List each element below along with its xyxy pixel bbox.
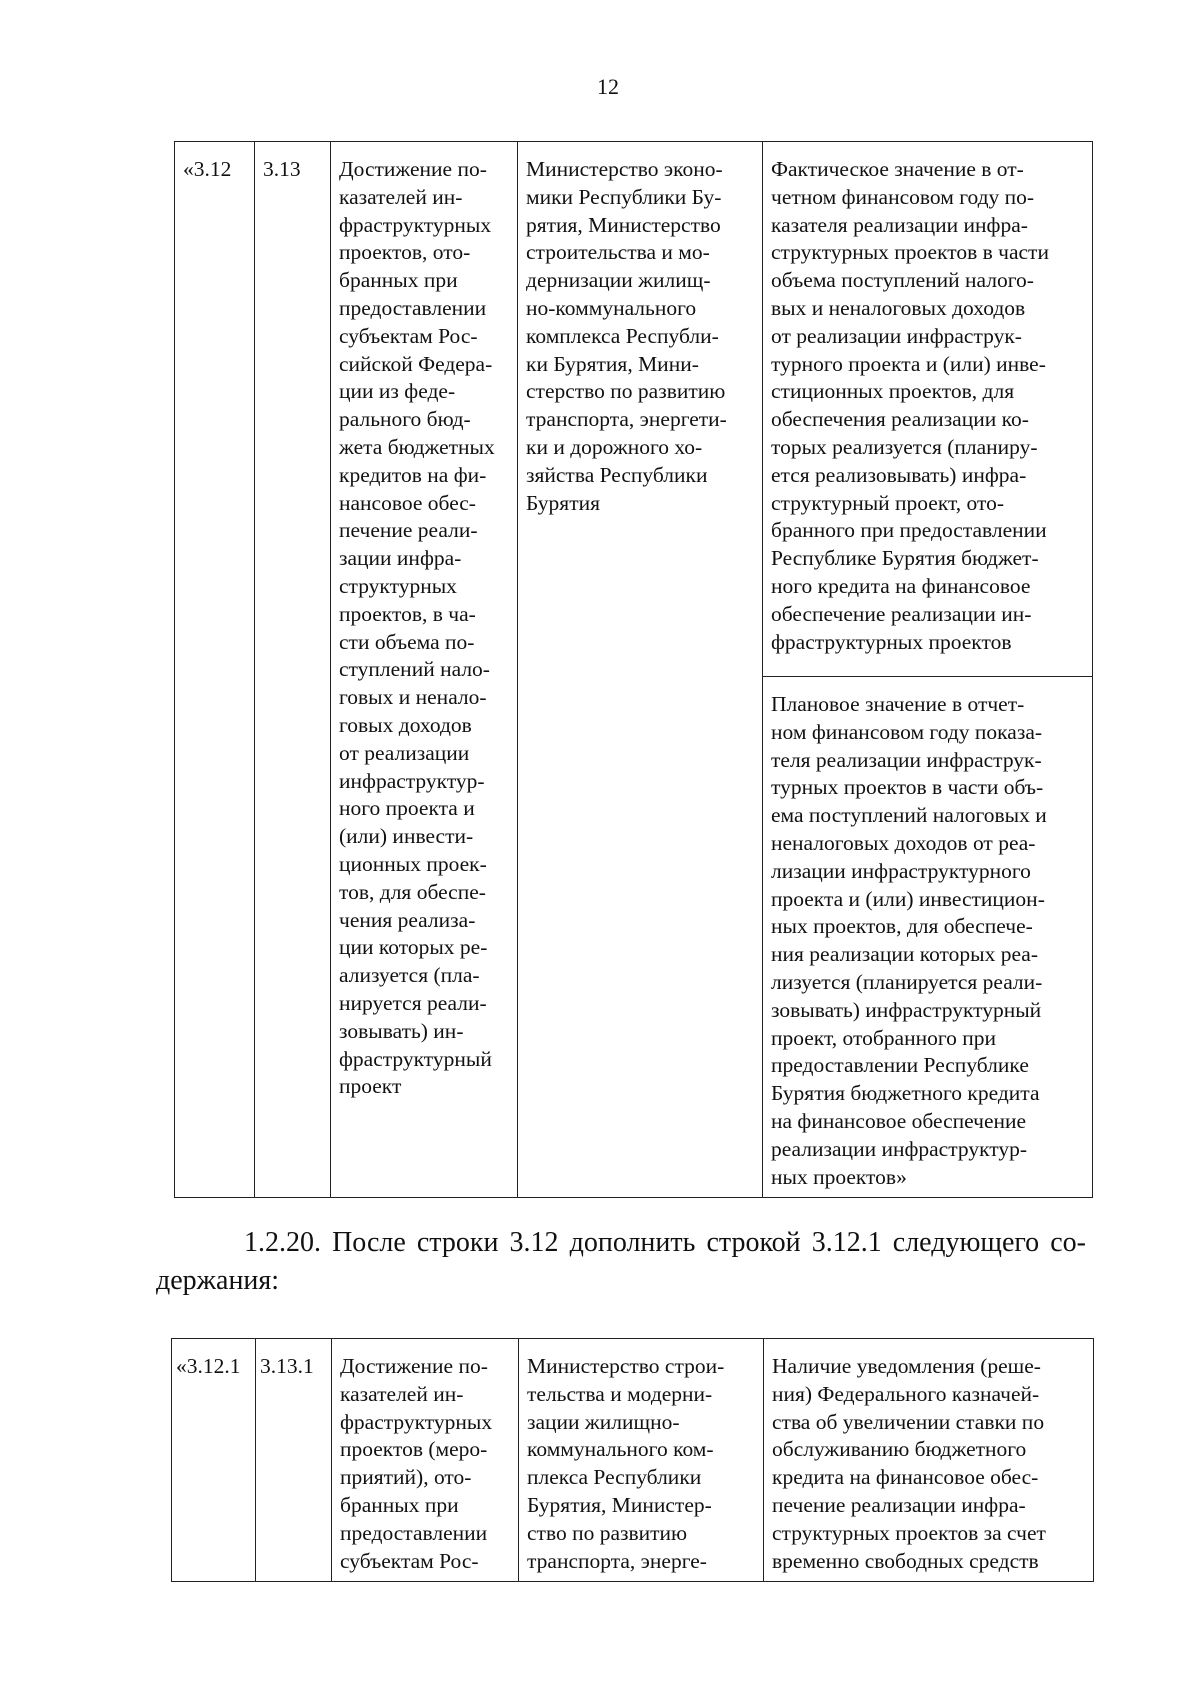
planned-value-line: на финансовое обеспечение — [771, 1108, 1027, 1133]
responsible-line: ство по развитию — [527, 1520, 688, 1545]
responsible-cell — [519, 1339, 764, 1582]
indicator-line: говых и ненало- — [339, 685, 487, 710]
indicator-line: структурных — [339, 573, 457, 598]
paragraph-line: 1.2.20. После строки 3.12 дополнить строкой 3.12.1 следующего со- — [244, 1227, 1086, 1258]
actual-value-line: Республике Бурятия бюджет- — [771, 546, 1039, 571]
responsible-line: тельства и модерни- — [527, 1381, 713, 1406]
planned-value-line: проекта и (или) инвестицион- — [771, 886, 1045, 911]
indicator-line: ции из феде- — [339, 379, 456, 404]
indicator-line: предоставлении — [340, 1520, 488, 1545]
indicator-line: бранных при — [339, 268, 458, 293]
indicator-line: от реализации — [339, 740, 470, 765]
actual-value-line: структурный проект, ото- — [771, 490, 1005, 515]
responsible-line: но-коммунального — [526, 295, 697, 320]
table-row — [172, 1339, 1094, 1582]
indicator-line: приятий), ото- — [340, 1465, 472, 1490]
responsible-cell — [518, 142, 763, 1198]
actual-value-line: ется реализовывать) инфра- — [771, 462, 1027, 487]
indicator-line: ного проекта и — [339, 796, 475, 821]
actual-value-line: вых и неналоговых доходов — [771, 295, 1026, 320]
indicator-line: казателей ин- — [339, 184, 463, 209]
indicator-line: фраструктурных — [340, 1409, 493, 1434]
actual-value-line: турного проекта и (или) инве- — [771, 351, 1046, 376]
planned-value-line: лизации инфраструктурного — [771, 858, 1031, 883]
amendment-paragraph — [156, 1224, 1086, 1300]
planned-value-line: проект, отобранного при — [771, 1025, 996, 1050]
indicator-line: печение реали- — [339, 518, 478, 543]
actual-value-line: обеспечение реализации ин- — [771, 601, 1032, 626]
responsible-line: Бурятия, Министер- — [527, 1492, 712, 1517]
planned-value-line: лизуется (планируется реали- — [771, 969, 1043, 994]
planned-value-line: ных проектов» — [771, 1164, 907, 1189]
indicator-line: субъектам Рос- — [339, 323, 478, 348]
paragraph-line: держания: — [156, 1265, 280, 1296]
actual-value-cell — [763, 142, 1093, 677]
indicator-line: зации инфра- — [339, 546, 462, 571]
planned-value-line: Плановое значение в отчет- — [771, 692, 1025, 716]
actual-value-line: бранного при предоставлении — [771, 518, 1047, 543]
responsible-line: Бурятия — [526, 490, 600, 515]
indicator-line: предоставлении — [339, 295, 487, 320]
indicator-line: фраструктурных — [339, 212, 492, 237]
responsible-line: мики Республики Бу- — [526, 184, 722, 209]
responsible-line: Министерство эконо- — [526, 157, 723, 181]
condition-line: печение реализации инфра- — [772, 1492, 1026, 1517]
indicator-line: проектов, в ча- — [339, 601, 476, 626]
planned-value-line: теля реализации инфраструк- — [771, 747, 1042, 772]
responsible-line: Министерство строи- — [527, 1354, 725, 1378]
actual-value-line: фраструктурных проектов — [771, 629, 1012, 654]
responsible-line: стерство по развитию — [526, 379, 726, 404]
indicator-line: тов, для обеспе- — [339, 879, 486, 904]
actual-value-line: структурных проектов в части — [771, 240, 1049, 265]
planned-value-line: ема поступлений налоговых и — [771, 803, 1047, 828]
indicator-line: кредитов на фи- — [339, 462, 487, 487]
table-row-3-12-1 — [171, 1338, 1094, 1582]
indicator-line: сийской Федера- — [339, 351, 493, 376]
planned-value-line: ных проектов, для обеспече- — [771, 914, 1033, 939]
indicator-line: бранных при — [340, 1492, 459, 1517]
responsible-line: комплекса Республи- — [526, 323, 719, 348]
responsible-line: строительства и мо- — [526, 240, 710, 265]
actual-value-line: торых реализуется (планиру- — [771, 434, 1038, 459]
indicator-line: ализуется (пла- — [339, 963, 480, 988]
indicator-cell — [332, 1339, 519, 1582]
row-id-cell: 3.13.1 — [256, 1339, 332, 1582]
actual-value-line: от реализации инфраструк- — [771, 323, 1022, 348]
responsible-line: транспорта, энергети- — [526, 407, 727, 432]
planned-value-cell — [763, 677, 1093, 1198]
actual-value-line: ного кредита на финансовое — [771, 573, 1031, 598]
actual-value-line: казателя реализации инфра- — [771, 212, 1028, 237]
row-id-cell: 3.13 — [255, 142, 331, 1198]
indicator-line: фраструктурный — [339, 1046, 492, 1071]
planned-value-line: Бурятия бюджетного кредита — [771, 1081, 1040, 1106]
indicator-cell — [331, 142, 518, 1198]
indicator-line: проект — [339, 1074, 402, 1099]
indicator-line: жета бюджетных — [339, 434, 495, 459]
planned-value-line: зовывать) инфраструктурный — [771, 997, 1042, 1022]
indicator-line: субъектам Рос- — [340, 1548, 479, 1573]
responsible-line: зяйства Республики — [526, 462, 708, 487]
indicator-line: нансовое обес- — [339, 490, 476, 515]
condition-line: Наличие уведомления (реше- — [772, 1354, 1041, 1378]
condition-line: обслуживанию бюджетного — [772, 1437, 1027, 1462]
condition-line: структурных проектов за счет — [772, 1520, 1046, 1545]
condition-line: ния) Федерального казначей- — [772, 1381, 1040, 1406]
indicator-line: казателей ин- — [340, 1381, 464, 1406]
row-number-cell: «3.12.1 — [172, 1339, 256, 1582]
indicator-line: (или) инвести- — [339, 824, 474, 849]
indicator-line: Достижение по- — [339, 157, 487, 181]
indicator-line: зовывать) ин- — [339, 1018, 464, 1043]
indicator-line: чения реализа- — [339, 907, 476, 932]
responsible-line: дернизации жилищ- — [526, 268, 711, 293]
actual-value-line: обеспечения реализации ко- — [771, 407, 1029, 432]
planned-value-line: ния реализации которых реа- — [771, 942, 1038, 967]
responsible-line: зации жилищно- — [527, 1409, 680, 1434]
responsible-line: ки Бурятия, Мини- — [526, 351, 699, 376]
responsible-line: ки и дорожного хо- — [526, 434, 703, 459]
row-number-cell: «3.12 — [175, 142, 255, 1198]
page-number: 12 — [597, 74, 619, 99]
indicator-line: говых доходов — [339, 712, 472, 737]
table-row-3-12 — [174, 141, 1093, 1198]
condition-cell — [764, 1339, 1094, 1582]
actual-value-line: Фактическое значение в от- — [771, 157, 1024, 181]
planned-value-line: турных проектов в части объ- — [771, 775, 1044, 800]
indicator-line: проектов, ото- — [339, 240, 471, 265]
indicator-line: инфраструктур- — [339, 768, 485, 793]
responsible-line: транспорта, энерге- — [527, 1548, 707, 1573]
planned-value-line: предоставлении Республике — [771, 1053, 1029, 1078]
actual-value-line: четном финансовом году по- — [771, 184, 1035, 209]
responsible-line: коммунального ком- — [527, 1437, 714, 1462]
planned-value-line: ном финансовом году показа- — [771, 719, 1043, 744]
indicator-line: ционных проек- — [339, 851, 487, 876]
table-row — [175, 142, 1093, 677]
indicator-line: ции которых ре- — [339, 935, 488, 960]
condition-line: кредита на финансовое обес- — [772, 1465, 1039, 1490]
indicator-line: Достижение по- — [340, 1354, 488, 1378]
planned-value-line: реализации инфраструктур- — [771, 1136, 1028, 1161]
indicator-line: сти объема по- — [339, 629, 475, 654]
indicator-line: ступлений нало- — [339, 657, 490, 682]
indicator-line: нируется реали- — [339, 990, 487, 1015]
condition-line: временно свободных средств — [772, 1548, 1039, 1573]
responsible-line: рятия, Министерство — [526, 212, 721, 237]
actual-value-line: стиционных проектов, для — [771, 379, 1015, 404]
actual-value-line: объема поступлений налого- — [771, 268, 1034, 293]
indicator-line: проектов (меро- — [340, 1437, 488, 1462]
responsible-line: плекса Республики — [527, 1465, 702, 1490]
condition-line: ства об увеличении ставки по — [772, 1409, 1045, 1434]
indicator-line: рального бюд- — [339, 407, 471, 432]
planned-value-line: неналоговых доходов от реа- — [771, 830, 1036, 855]
